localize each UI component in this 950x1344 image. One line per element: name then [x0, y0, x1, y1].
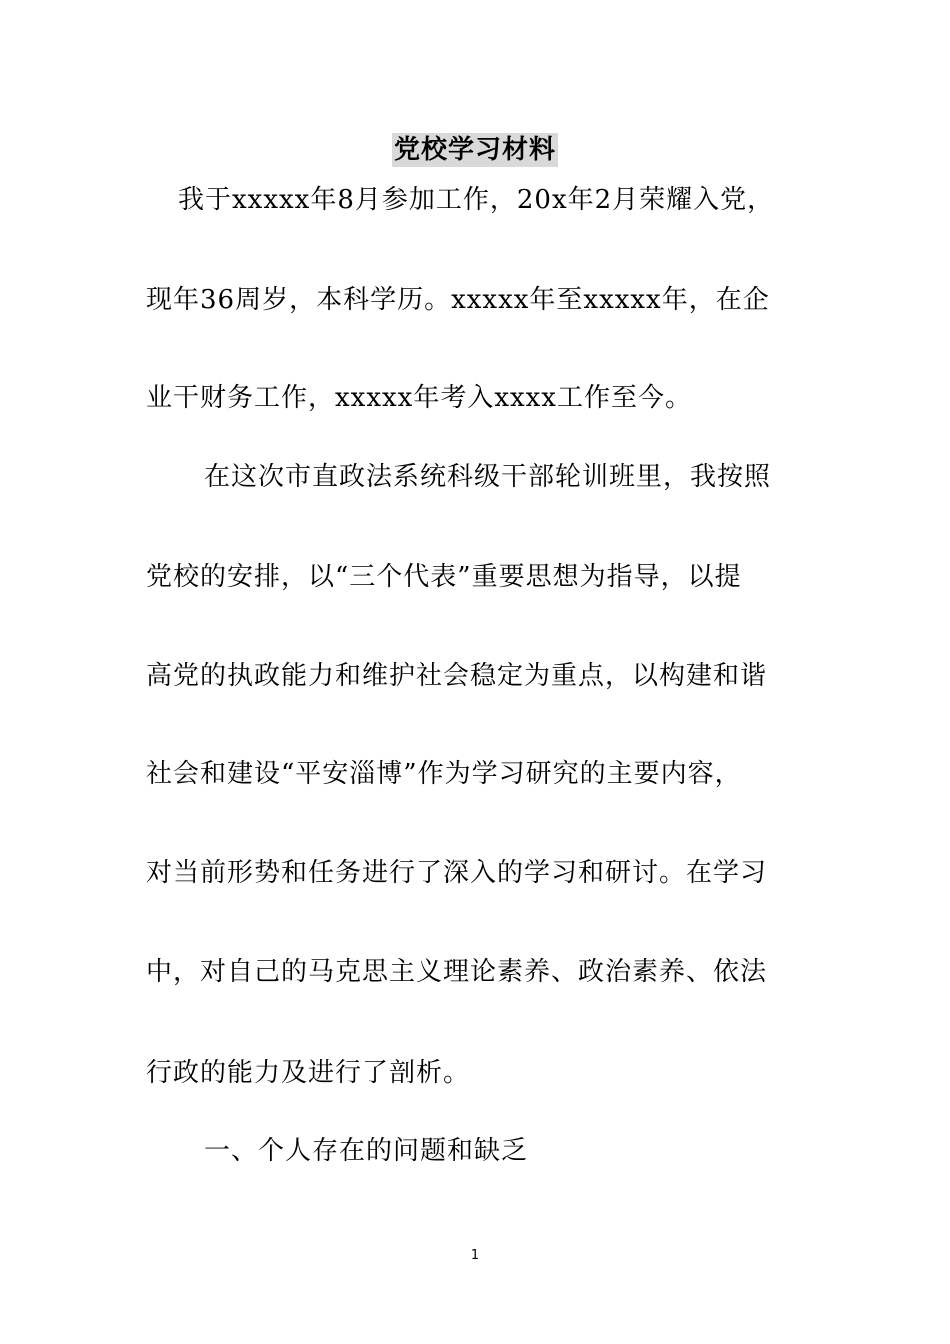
page-number: 1 — [470, 1248, 480, 1263]
paragraph-line: 现年36周岁，本科学历。xxxxx年至xxxxx年，在企 — [146, 285, 770, 315]
paragraph-line: 高党的执政能力和维护社会稳定为重点，以构建和谐 — [146, 661, 768, 691]
paragraph-line: 党校的安排，以“三个代表”重要思想为指导，以提 — [146, 562, 742, 592]
paragraph-line: 社会和建设“平安淄博”作为学习研究的主要内容， — [146, 759, 742, 789]
paragraph-line: 我于xxxxx年8月参加工作，20x年2月荣耀入党， — [178, 185, 775, 215]
paragraph-line: 行政的能力及进行了剖析。 — [146, 1058, 471, 1088]
paragraph-line: 对当前形势和任务进行了深入的学习和研讨。在学习 — [146, 858, 768, 888]
section-heading: 一、个人存在的问题和缺乏 — [204, 1136, 529, 1166]
paragraph-line: 业干财务工作，xxxxx年考入xxxx工作至今。 — [146, 383, 692, 413]
title-container — [0, 133, 950, 167]
paragraph-line: 中，对自己的马克思主义理论素养、政治素养、依法 — [146, 957, 768, 987]
paragraph-line: 在这次市直政法系统科级干部轮训班里，我按照 — [204, 462, 772, 492]
document-title: 党校学习材料 — [393, 135, 556, 165]
